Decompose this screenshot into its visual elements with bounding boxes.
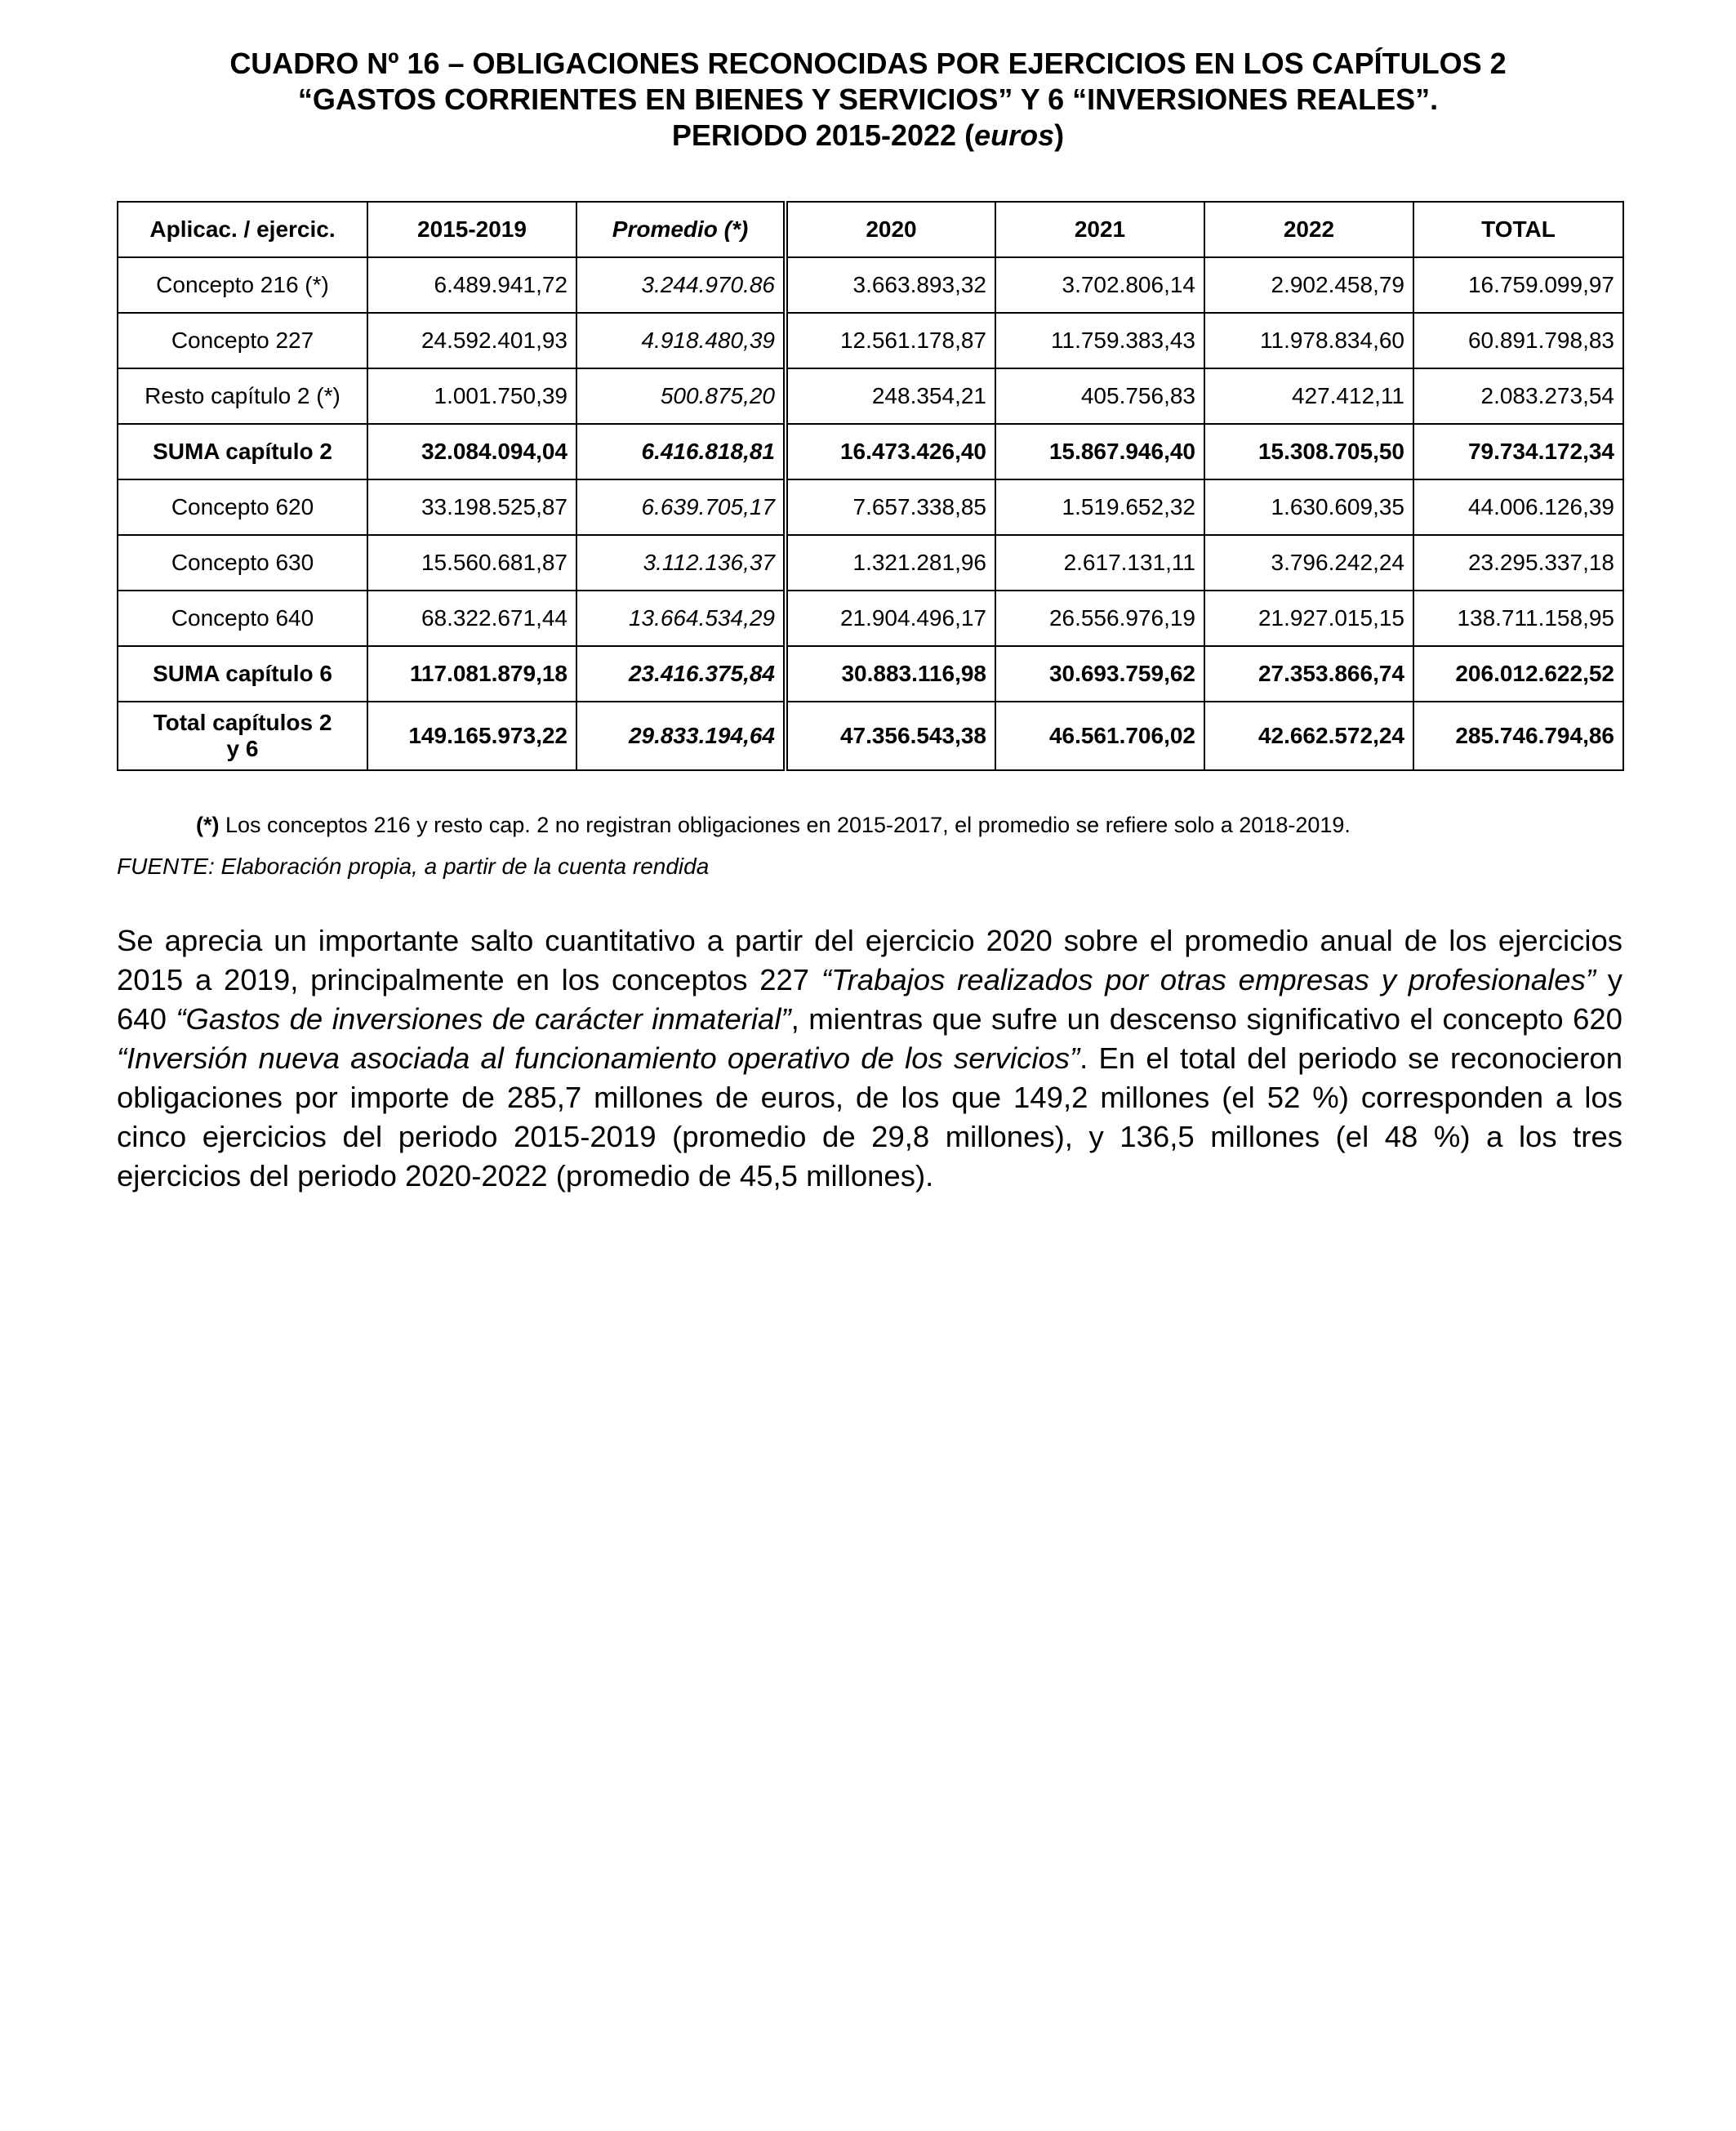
table-cell: 13.664.534,29 [576,591,786,646]
table-cell: 3.796.242,24 [1204,535,1413,591]
table-cell: 117.081.879,18 [367,646,576,702]
table-cell: 285.746.794,86 [1413,702,1623,770]
table-cell: 2.083.273,54 [1413,368,1623,424]
table-row [118,424,1623,479]
table-cell: 47.356.543,38 [786,702,995,770]
table-cell: 79.734.172,34 [1413,424,1623,479]
column-header: Aplicac. / ejercic. [118,202,367,257]
table-cell: 6.416.818,81 [576,424,786,479]
paragraph-segment: y 640 [117,963,1622,1036]
table-cell: 3.663.893,32 [786,257,995,313]
table-cell: 21.904.496,17 [786,591,995,646]
table-row [118,535,1623,591]
row-label: Concepto 620 [118,479,367,535]
title-period: PERIODO 2015-2022 ( [671,118,975,152]
table-cell: 30.693.759,62 [995,646,1204,702]
paragraph-segment: , mientras que sufre un descenso significativo el concepto 620 [790,1002,1622,1036]
table-cell: 427.412,11 [1204,368,1413,424]
title-line-2: “GASTOS CORRIENTES EN BIENES Y SERVICIOS” Y 6 “INVERSIONES REALES”. [297,82,1439,116]
row-label: Concepto 630 [118,535,367,591]
table-row [118,702,1623,770]
table-cell: 46.561.706,02 [995,702,1204,770]
row-label: Concepto 227 [118,313,367,368]
table-cell: 33.198.525,87 [367,479,576,535]
column-header: 2020 [786,202,995,257]
title-unit: euros [974,118,1055,152]
table-row [118,479,1623,535]
table-cell: 138.711.158,95 [1413,591,1623,646]
table-cell: 11.978.834,60 [1204,313,1413,368]
table-cell: 6.489.941,72 [367,257,576,313]
table-cell: 16.473.426,40 [786,424,995,479]
table-cell: 2.902.458,79 [1204,257,1413,313]
footnote-marker: (*) [196,813,220,837]
table-cell: 7.657.338,85 [786,479,995,535]
row-label: Concepto 640 [118,591,367,646]
table-cell: 16.759.099,97 [1413,257,1623,313]
table-cell: 3.112.136,37 [576,535,786,591]
column-header: 2015-2019 [367,202,576,257]
table-cell: 12.561.178,87 [786,313,995,368]
table-cell: 4.918.480,39 [576,313,786,368]
paragraph-segment: . En el total del periodo se reconocieron obligaciones por importe de 285,7 millones de euros, de los que 149,2 millones (el 52 %) corresponden a los cinco ejercicios del periodo 2015-2019 (promedio de 29,8 millones), y 136,5 millones (el 48 %) a los tres ejercicios del periodo 2020-2022 (promedio de 45,5 millones). [117,1041,1622,1193]
footnote-text: Los conceptos 216 y resto cap. 2 no registran obligaciones en 2015-2017, el promedio se refiere solo a 2018-2019. [219,813,1351,837]
paragraph-segment: “Trabajos realizados por otras empresas y profesionales” [821,963,1596,996]
table-title [82,46,1654,154]
paragraph-segment: Se aprecia un importante salto cuantitativo a partir del ejercicio 2020 sobre el promedio anual de los ejercicios 2015 a 2019, principalmente en los conceptos 227 [117,924,1622,996]
table-row [118,257,1623,313]
title-close: ) [1054,118,1065,152]
body-paragraph [117,921,1622,1196]
column-header: Promedio (*) [576,202,786,257]
column-header: TOTAL [1413,202,1623,257]
table-cell: 1.519.652,32 [995,479,1204,535]
table-cell: 500.875,20 [576,368,786,424]
table-cell: 44.006.126,39 [1413,479,1623,535]
row-label: Concepto 216 (*) [118,257,367,313]
table-cell: 21.927.015,15 [1204,591,1413,646]
table-row [118,646,1623,702]
table-cell: 1.630.609,35 [1204,479,1413,535]
table-row [118,591,1623,646]
obligations-table [117,201,1624,771]
paragraph-segment: “Gastos de inversiones de carácter inmaterial” [176,1002,791,1036]
table-cell: 149.165.973,22 [367,702,576,770]
table-cell: 60.891.798,83 [1413,313,1623,368]
table-cell: 206.012.622,52 [1413,646,1623,702]
row-label: SUMA capítulo 2 [118,424,367,479]
source-note: FUENTE: Elaboración propia, a partir de la cuenta rendida [117,854,710,879]
table-cell: 6.639.705,17 [576,479,786,535]
table-cell: 23.295.337,18 [1413,535,1623,591]
table-cell: 1.321.281,96 [786,535,995,591]
row-label: Total capítulos 2 y 6 [118,702,367,770]
table-cell: 15.560.681,87 [367,535,576,591]
table-cell: 2.617.131,11 [995,535,1204,591]
table-cell: 42.662.572,24 [1204,702,1413,770]
table-row [118,313,1623,368]
table-cell: 26.556.976,19 [995,591,1204,646]
table-cell: 68.322.671,44 [367,591,576,646]
row-label: Resto capítulo 2 (*) [118,368,367,424]
table-cell: 1.001.750,39 [367,368,576,424]
table-cell: 29.833.194,64 [576,702,786,770]
table-row [118,368,1623,424]
row-label: SUMA capítulo 6 [118,646,367,702]
table-cell: 3.702.806,14 [995,257,1204,313]
title-line-3 [82,118,1654,154]
table-cell: 3.244.970.86 [576,257,786,313]
column-header: 2022 [1204,202,1413,257]
paragraph-segment: “Inversión nueva asociada al funcionamiento operativo de los servicios” [117,1041,1080,1075]
table-cell: 24.592.401,93 [367,313,576,368]
table-cell: 32.084.094,04 [367,424,576,479]
title-line-1: CUADRO Nº 16 – OBLIGACIONES RECONOCIDAS POR EJERCICIOS EN LOS CAPÍTULOS 2 [229,47,1507,80]
table-cell: 30.883.116,98 [786,646,995,702]
table-cell: 248.354,21 [786,368,995,424]
table-cell: 27.353.866,74 [1204,646,1413,702]
table-cell: 15.867.946,40 [995,424,1204,479]
table-cell: 15.308.705,50 [1204,424,1413,479]
table-cell: 23.416.375,84 [576,646,786,702]
table-cell: 405.756,83 [995,368,1204,424]
table-header-row [118,202,1623,257]
footnote [196,813,1351,838]
column-header: 2021 [995,202,1204,257]
table-cell: 11.759.383,43 [995,313,1204,368]
